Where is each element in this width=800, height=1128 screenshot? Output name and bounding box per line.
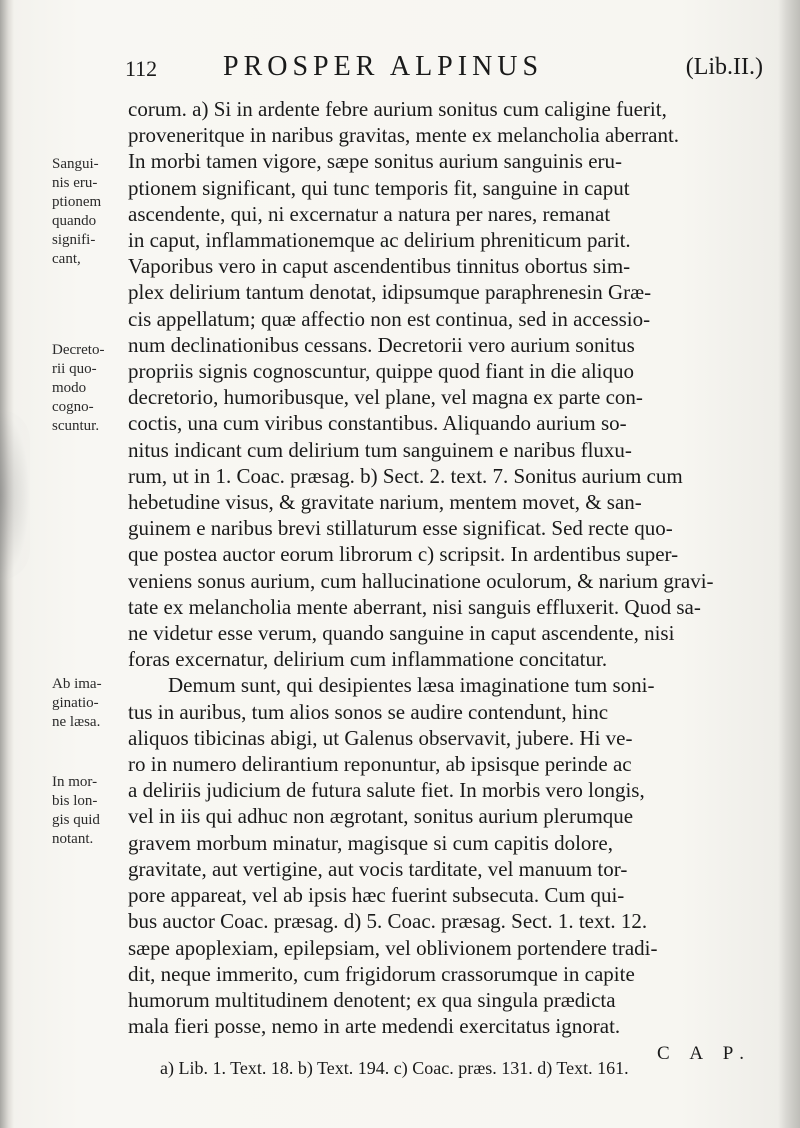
text-line: hebetudine visus, & gravitate narium, mentem movet, & san-	[128, 490, 642, 515]
body-text	[128, 96, 758, 1068]
text-line: ne videtur esse verum, quando sanguine in caput ascendente, nisi	[128, 621, 675, 646]
text-line: humorum multitudinem denotent; ex qua singula prædicta	[128, 987, 616, 1012]
text-line: veniens sonus aurium, cum hallucinatione oculorum, & narium gravi-	[128, 568, 714, 593]
text-line: ro in numero delirantium reponuntur, ab ipsisque perinde ac	[128, 752, 632, 777]
text-line: aliquos tibicinas abigi, ut Galenus observavit, jubere. Hi ve-	[128, 725, 633, 750]
text-line: foras excernatur, delirium cum inflammatione concitatur.	[128, 647, 608, 672]
text-line: cis appellatum; quæ affectio non est continua, sed in accessio-	[128, 306, 651, 331]
margin-note: Decreto- rii quo- modo cogno- scuntur.	[52, 342, 105, 434]
text-line: bus auctor Coac. præsag. d) 5. Coac. præsag. Sect. 1. text. 12.	[128, 909, 648, 934]
text-line: In morbi tamen vigore, sæpe sonitus aurium sanguinis eru-	[128, 149, 623, 174]
page-edge-shadow	[778, 0, 800, 1128]
chapter-reference: (Lib.II.)	[685, 54, 763, 80]
catchword: C A P.	[656, 1043, 752, 1065]
text-line: pore appareat, vel ab ipsis hæc fuerint subsecuta. Cum qui-	[128, 883, 625, 908]
margin-note: Sangui- nis eru- ptionem quando signifi- cant,	[52, 156, 102, 267]
text-line: dit, neque immerito, cum frigidorum crassorumque in capite	[128, 961, 635, 986]
text-line: propriis signis cognoscuntur, quippe quod fiant in die aliquo	[128, 359, 635, 384]
text-line: sæpe apoplexiam, epilepsiam, vel oblivionem portendere tradi-	[128, 935, 658, 960]
text-line: proveneritque in naribus gravitas, mente ex melancholia aberrant.	[128, 123, 680, 148]
show-through-text	[60, 480, 130, 590]
text-line: plex delirium tantum denotat, idipsumque paraphrenesin Græ-	[128, 280, 652, 305]
text-line: num declinationibus cessans. Decretorii vero aurium sonitus	[128, 332, 635, 357]
text-line: tate ex melancholia mente aberrant, nisi sanguis effluxerit. Quod sa-	[128, 594, 701, 619]
text-line: corum. a) Si in ardente febre aurium sonitus cum caligine fuerit,	[128, 97, 667, 121]
text-line: guinem e naribus brevi stillaturum esse significat. Sed recte quo-	[128, 516, 673, 541]
margin-note: Ab ima- ginatio- ne læsa.	[52, 676, 102, 730]
text-line: mala fieri posse, nemo in arte medendi exercitatus ignorat.	[128, 1014, 621, 1039]
footnotes: a) Lib. 1. Text. 18. b) Text. 194. c) Coac. præs. 131. d) Text. 161.	[160, 1058, 629, 1078]
text-line: decretorio, humoribusque, vel plane, vel magna ex parte con-	[128, 385, 643, 410]
text-line: gravem morbum minatur, magisque si cum capitis dolore,	[128, 830, 613, 855]
text-line: rum, ut in 1. Coac. præsag. b) Sect. 2. text. 7. Sonitus aurium cum	[128, 463, 683, 488]
text-line: nitus indicant cum delirium tum sanguinem e naribus fluxu-	[128, 437, 632, 462]
text-line: Vaporibus vero in caput ascendentibus tinnitus obortus sim-	[128, 254, 631, 279]
text-line: a deliriis judicium de futura salute fiet. In morbis vero longis,	[128, 778, 645, 803]
text-line: vel in iis qui adhuc non ægrotant, sonitus aurium plerumque	[128, 804, 634, 829]
text-line: que postea auctor eorum librorum c) scripsit. In ardentibus super-	[128, 542, 679, 567]
text-line: coctis, una cum viribus constantibus. Aliquando aurium so-	[128, 411, 627, 436]
page-header	[125, 48, 765, 84]
text-line: ptionem significant, qui tunc temporis fit, sanguine in caput	[128, 175, 630, 200]
library-stamp	[0, 410, 30, 580]
text-line: Demum sunt, qui desipientes læsa imaginatione tum soni-	[168, 673, 655, 698]
text-line: gravitate, aut vertigine, aut vocis tarditate, vel manuum tor-	[128, 856, 628, 881]
page-number: 112	[125, 56, 158, 81]
running-title: PROSPER ALPINUS	[223, 51, 544, 82]
margin-note: In mor- bis lon- gis quid notant.	[52, 774, 100, 847]
text-line: in caput, inflammationemque ac delirium phreniticum parit.	[128, 228, 631, 253]
text-line: tus in auribus, tum alios sonos se audire contendunt, hinc	[128, 699, 609, 724]
text-line: ascendente, qui, ni excernatur a natura per nares, remanat	[128, 201, 611, 226]
